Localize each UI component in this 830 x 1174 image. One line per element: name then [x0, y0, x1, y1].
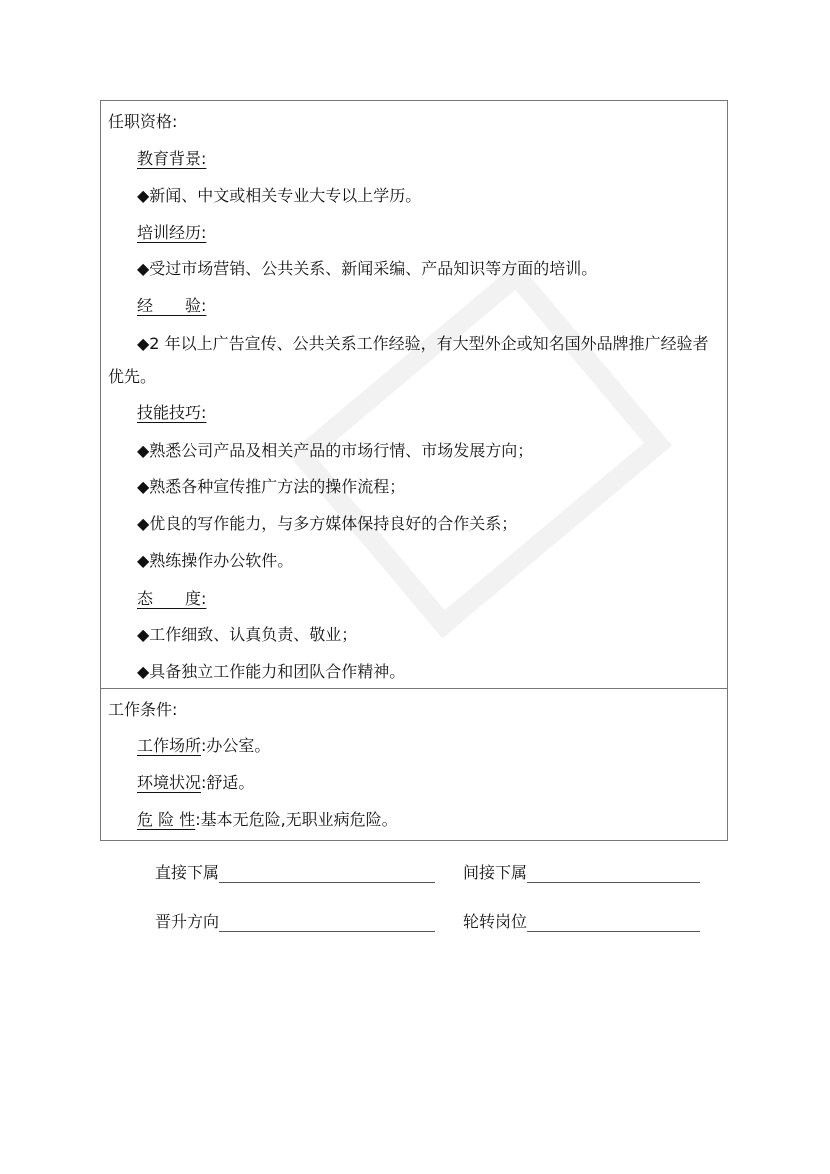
- promotion-blank[interactable]: [219, 913, 435, 932]
- training-item: ◆受过市场营销、公共关系、新闻采编、产品知识等方面的培训。: [137, 259, 598, 278]
- conditions-title: 工作条件:: [108, 700, 178, 719]
- rotation-blank[interactable]: [527, 913, 700, 932]
- experience-item: ◆2 年以上广告宣传、公共关系工作经验，有大型外企或知名国外品牌推广经验者优先。: [108, 334, 709, 386]
- condition-environment: [137, 773, 254, 793]
- qualifications-section: [100, 100, 728, 689]
- attitude-label: 态 度:: [137, 589, 207, 608]
- condition-label: 环境状况: [137, 773, 202, 792]
- condition-label: 工作场所: [137, 736, 202, 755]
- education-item: ◆新闻、中文或相关专业大专以上学历。: [137, 186, 422, 205]
- skills-label: 技能技巧:: [137, 403, 207, 422]
- skills-item: ◆熟悉各种宣传推广方法的操作流程；: [137, 477, 406, 496]
- direct-reports-field: [155, 863, 435, 883]
- promotion-field: [155, 912, 435, 932]
- condition-risk: [137, 810, 398, 830]
- rotation-label: 轮转岗位: [463, 912, 528, 931]
- skills-item: ◆优良的写作能力，与多方媒体保持良好的合作关系；: [137, 514, 518, 533]
- condition-value: :舒适。: [201, 773, 255, 792]
- skills-item: ◆熟悉公司产品及相关产品的市场行情、市场发展方向；: [137, 441, 534, 460]
- experience-label: 经 验:: [137, 296, 207, 315]
- indirect-reports-label: 间接下属: [463, 863, 528, 882]
- training-label: 培训经历:: [137, 223, 207, 242]
- direct-reports-blank[interactable]: [219, 864, 435, 883]
- condition-label: 危 险 性: [137, 810, 196, 829]
- skills-item: ◆熟练操作办公软件。: [137, 551, 294, 570]
- indirect-reports-field: [463, 863, 700, 883]
- qualifications-title: 任职资格:: [108, 112, 178, 131]
- conditions-section: [100, 688, 728, 841]
- direct-reports-label: 直接下属: [155, 863, 220, 882]
- indirect-reports-blank[interactable]: [527, 864, 700, 883]
- promotion-label: 晋升方向: [155, 912, 220, 931]
- attitude-item: ◆工作细致、认真负责、敬业；: [137, 625, 358, 644]
- attitude-item: ◆具备独立工作能力和团队合作精神。: [137, 662, 406, 681]
- condition-value: :办公室。: [201, 736, 271, 755]
- rotation-field: [463, 912, 700, 932]
- condition-value: :基本无危险,无职业病危险。: [195, 810, 398, 829]
- education-label: 教育背景:: [137, 149, 207, 168]
- condition-workplace: [137, 736, 270, 756]
